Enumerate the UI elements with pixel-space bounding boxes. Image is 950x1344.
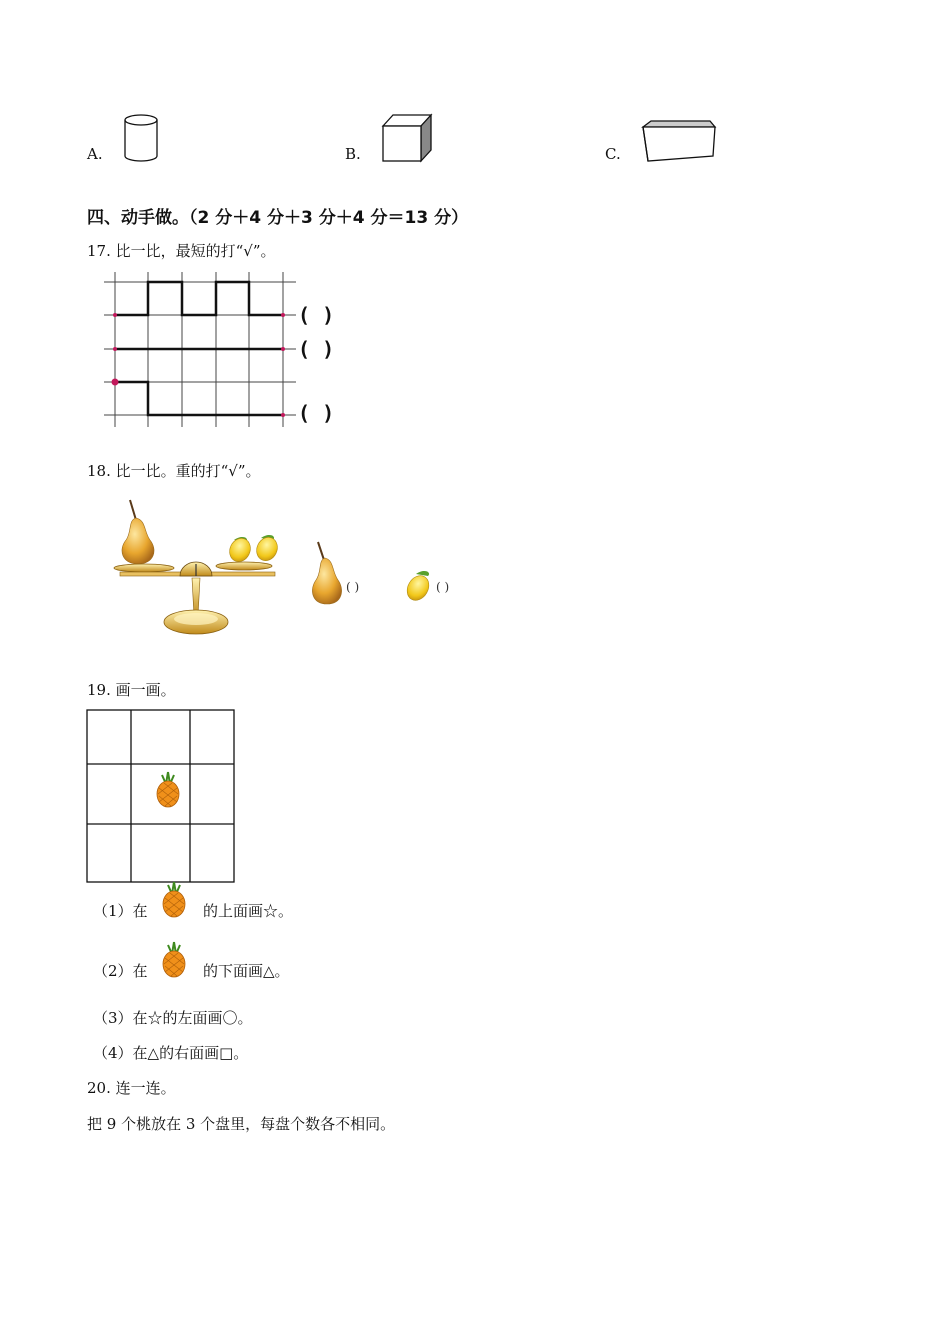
- mango-answer[interactable]: ( ): [436, 580, 450, 594]
- q19-sub1-before: （1）在: [93, 902, 148, 920]
- q17-grid-figure: [100, 272, 310, 432]
- q20-text: 把 9 个桃放在 3 个盘里，每盘个数各不相同。: [87, 1115, 396, 1133]
- q19-sub2-before: （2）在: [93, 962, 148, 980]
- line-1-zigzag: [115, 282, 283, 315]
- line-3-step: [115, 382, 283, 415]
- q17-prompt: 17. 比一比，最短的打“√”。: [87, 242, 276, 260]
- pear-answer[interactable]: ( ): [346, 580, 360, 594]
- pineapple-icon: [157, 772, 179, 807]
- q19-sub4: （4）在△的右面画□。: [93, 1044, 249, 1062]
- q20-prompt: 20. 连一连。: [87, 1079, 176, 1097]
- balance-scale-image: [110, 498, 290, 643]
- mango-icon: [402, 570, 436, 606]
- option-c-label: C.: [605, 145, 621, 163]
- q19-sub2-after: 的下面画△。: [203, 962, 290, 980]
- q17-answer-1[interactable]: ( ): [298, 303, 335, 327]
- cube-icon: [380, 112, 436, 164]
- q19-grid: [86, 709, 236, 884]
- q17-answer-2[interactable]: ( ): [298, 337, 335, 361]
- q18-prompt: 18. 比一比。重的打“√”。: [87, 462, 261, 480]
- cuboid-icon: [640, 118, 720, 164]
- q19-prompt: 19. 画一画。: [87, 681, 176, 699]
- section-heading: 四、动手做。（2 分＋4 分＋3 分＋4 分＝13 分）: [87, 208, 469, 228]
- q17-answer-3[interactable]: ( ): [298, 401, 335, 425]
- cylinder-icon: [122, 112, 162, 164]
- option-b-label: B.: [345, 145, 361, 163]
- pineapple-icon: [162, 882, 188, 920]
- option-a-label: A.: [87, 145, 103, 163]
- pear-icon: [310, 540, 346, 606]
- q19-sub1-after: 的上面画☆。: [203, 902, 294, 920]
- pineapple-icon: [162, 942, 188, 980]
- q19-sub3: （3）在☆的左面画〇。: [93, 1009, 253, 1027]
